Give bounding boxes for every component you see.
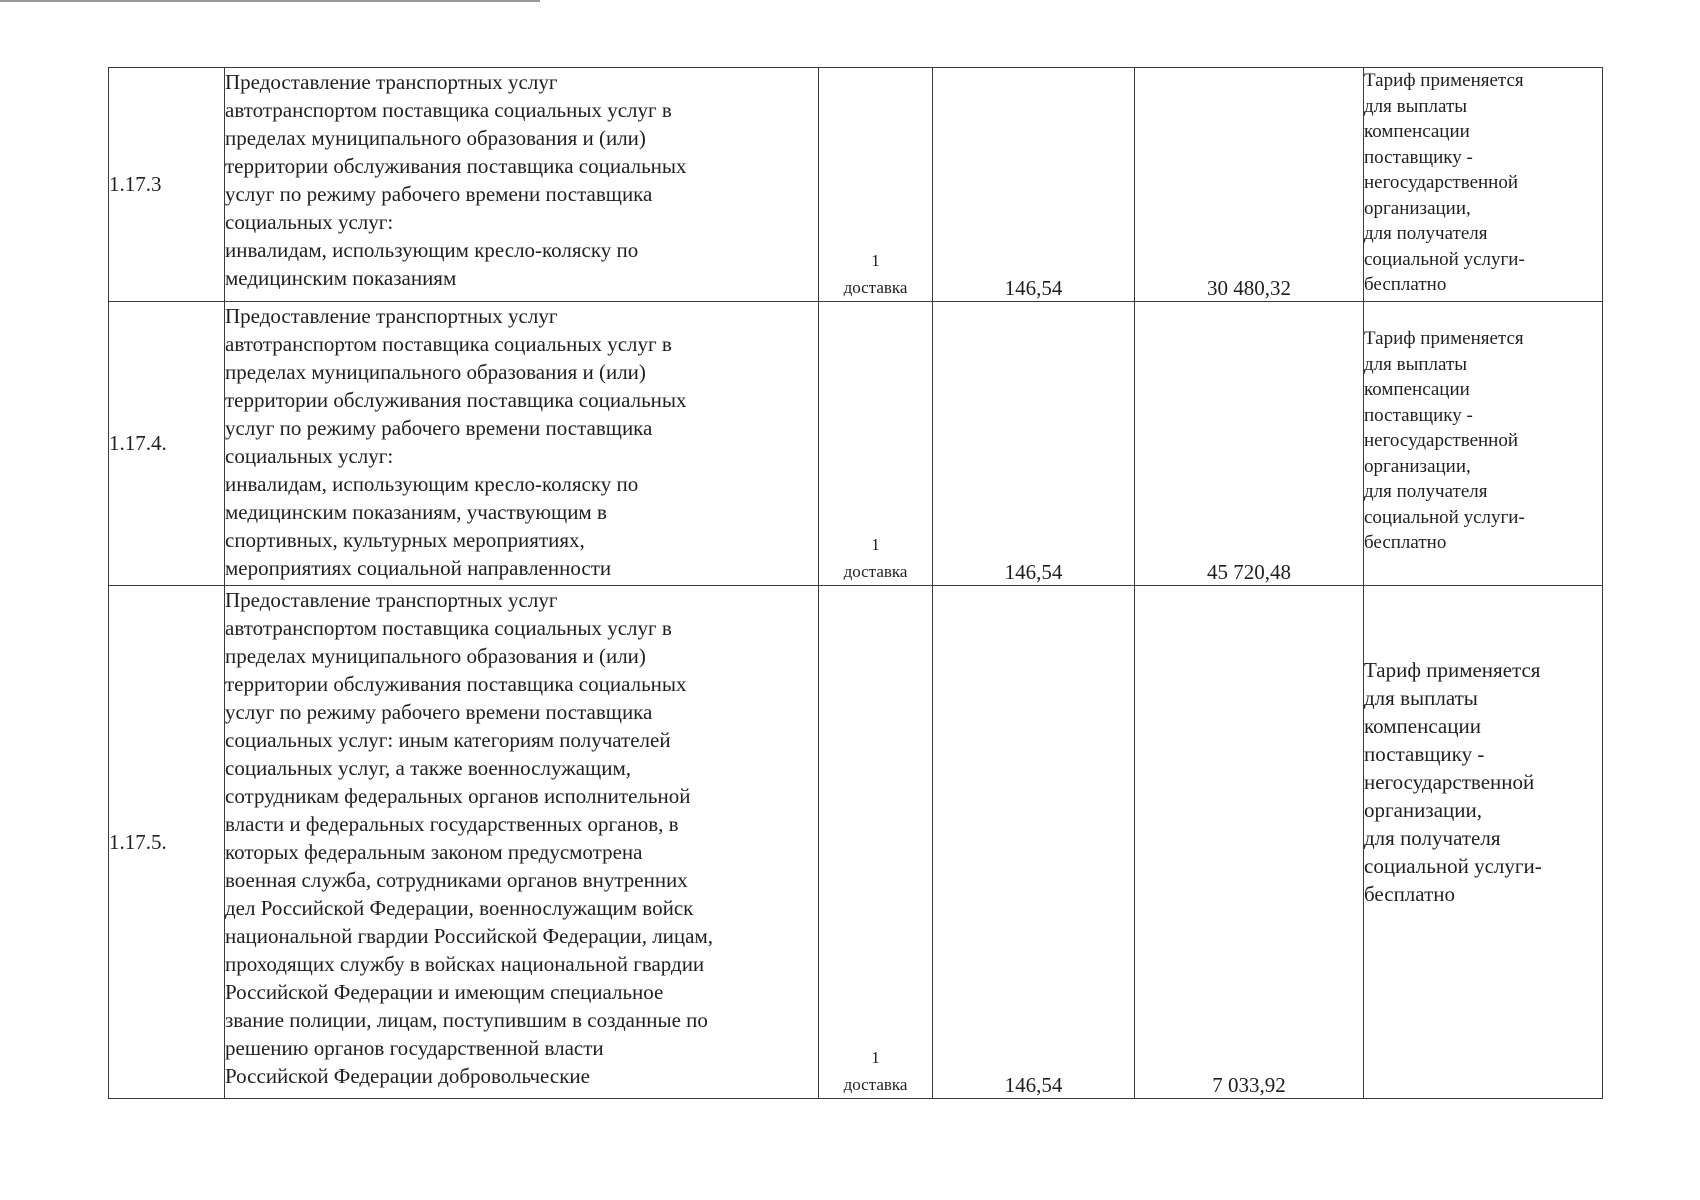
service-description-text: Предоставление транспортных услуг автотранспортом поставщика социальных услуг в пределах муниципального образования и (или) территории обслуживания поставщика социальных услуг по режиму рабочего времени поставщика социальных услуг: инвалидам, использующим кресло-коляску по медицинским показаниям — [225, 70, 687, 290]
service-number: 1.17.5. — [109, 586, 225, 1099]
unit-name: доставка — [843, 278, 908, 297]
total-amount: 30 480,32 — [1135, 68, 1364, 302]
service-description — [225, 68, 819, 302]
service-number: 1.17.3 — [109, 68, 225, 302]
service-description-text: Предоставление транспортных услуг автотранспортом поставщика социальных услуг в пределах муниципального образования и (или) территории обслуживания поставщика социальных услуг по режиму рабочего времени поставщика социальных услуг: инвалидам, использующим кресло-коляску по медицинским показаниям, участвующим в спортивных, культурных мероприятиях, мероприятиях социальной направленности — [225, 304, 687, 580]
tariff-note — [1364, 68, 1603, 302]
unit-quantity: 1 — [871, 535, 880, 554]
table-row — [109, 68, 1603, 302]
table-row — [109, 586, 1603, 1099]
service-description-text: Предоставление транспортных услуг автотранспортом поставщика социальных услуг в пределах муниципального образования и (или) территории обслуживания поставщика социальных услуг по режиму рабочего времени поставщика социальных услуг: иным категориям получателей социальных услуг, а также военнослужащим, сотрудникам федеральных органов исполнительной власти и федеральных государственных органов, в которых федеральным законом предусмотрена военная служба, сотрудниками органов внутренних дел Российской Федерации, военнослужащим войск национальной гвардии Российской Федерации, лицам, проходящих службу в войсках национальной гвардии Российской Федерации и имеющим специальное звание полиции, лицам, поступившим в созданные по решению органов государственной власти Российской Федерации добровольческие — [225, 588, 714, 1088]
unit-quantity: 1 — [871, 251, 880, 270]
table-row — [109, 302, 1603, 586]
service-description — [225, 586, 819, 1099]
service-description — [225, 302, 819, 586]
total-amount: 7 033,92 — [1135, 586, 1364, 1099]
unit-tariff: 146,54 — [933, 586, 1135, 1099]
unit-name: доставка — [843, 1075, 908, 1094]
service-unit — [819, 302, 933, 586]
tariff-note-text: Тариф применяется для выплаты компенсации поставщику - негосударственной организации, для получателя социальной услуги- бесплатно — [1364, 328, 1525, 553]
tariff-note-text: Тариф применяется для выплаты компенсации поставщику - негосударственной организации, для получателя социальной услуги- бесплатно — [1364, 658, 1542, 906]
unit-tariff: 146,54 — [933, 302, 1135, 586]
tariff-table — [108, 67, 1603, 1099]
scan-edge-mark — [0, 0, 540, 2]
service-unit — [819, 586, 933, 1099]
tariff-note — [1364, 586, 1603, 1099]
service-number: 1.17.4. — [109, 302, 225, 586]
tariff-note — [1364, 302, 1603, 586]
service-unit — [819, 68, 933, 302]
tariff-note-text: Тариф применяется для выплаты компенсации поставщику - негосударственной организации, для получателя социальной услуги- бесплатно — [1364, 70, 1525, 295]
unit-quantity: 1 — [871, 1048, 880, 1067]
total-amount: 45 720,48 — [1135, 302, 1364, 586]
unit-name: доставка — [843, 562, 908, 581]
unit-tariff: 146,54 — [933, 68, 1135, 302]
